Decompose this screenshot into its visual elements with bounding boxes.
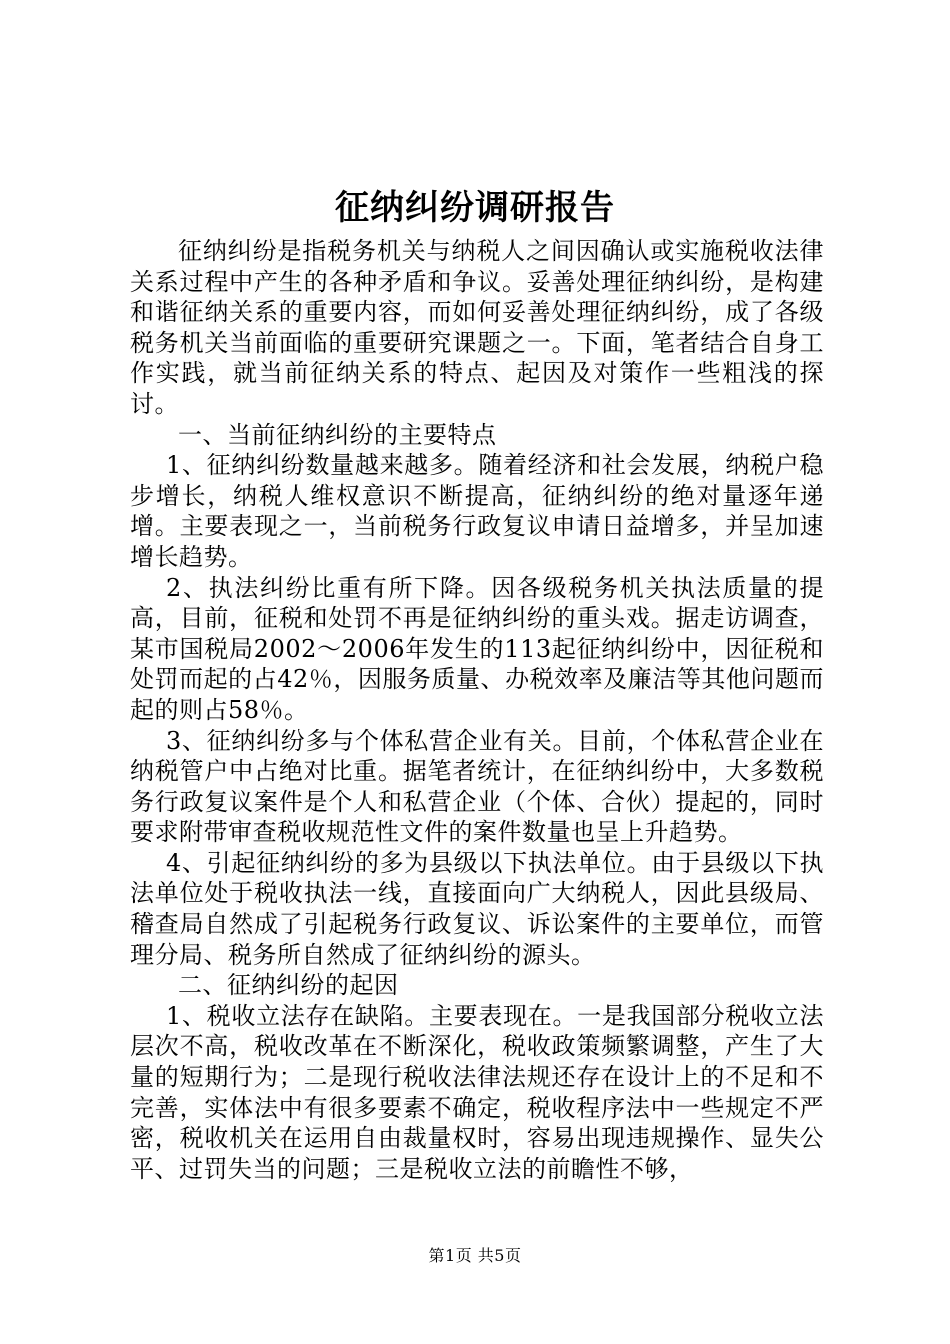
intro-paragraph: 征纳纠纷是指税务机关与纳税人之间因确认或实施税收法律关系过程中产生的各种矛盾和争议。妥善处理征纳纠纷，是构建和谐征纳关系的重要内容，而如何妥善处理征纳纠纷，成了各级税务机关当前面临的重要研究课题之一。下面，笔者结合自身工作实践，就当前征纳关系的特点、起因及对策作一些粗浅的探讨。 bbox=[130, 237, 824, 418]
document-body bbox=[130, 236, 824, 1184]
paragraph-characteristic-3: 3、征纳纠纷多与个体私营企业有关。目前，个体私营企业在纳税管户中占绝对比重。据笔者统计，在征纳纠纷中，大多数税务行政复议案件是个人和私营企业（个体、合伙）提起的，同时要求附带审查税收规范性文件的案件数量也呈上升趋势。 bbox=[130, 726, 824, 847]
section-heading-causes: 二、征纳纠纷的起因 bbox=[178, 971, 399, 1000]
page-footer: 第1页 共5页 bbox=[428, 1246, 522, 1265]
paragraph-cause-1: 1、税收立法存在缺陷。主要表现在。一是我国部分税收立法层次不高，税收改革在不断深化，税收政策频繁调整，产生了大量的短期行为；二是现行税收法律法规还存在设计上的不足和不完善，实体法中有很多要素不确定，税收程序法中一些规定不严密，税收机关在运用自由裁量权时，容易出现违规操作、显失公平、过罚失当的问题；三是税收立法的前瞻性不够， bbox=[130, 1001, 824, 1183]
paragraph-characteristic-2: 2、执法纠纷比重有所下降。因各级税务机关执法质量的提高，目前，征税和处罚不再是征纳纠纷的重头戏。据走访调查，某市国税局2002～2006年发生的113起征纳纠纷中，因征税和处罚而起的占42％，因服务质量、办税效率及廉洁等其他问题而起的则占58％。 bbox=[130, 573, 824, 724]
paragraph-characteristic-4: 4、引起征纳纠纷的多为县级以下执法单位。由于县级以下执法单位处于税收执法一线，直接面向广大纳税人，因此县级局、稽查局自然成了引起税务行政复议、诉讼案件的主要单位，而管理分局、税务所自然成了征纳纠纷的源头。 bbox=[130, 848, 824, 969]
section-heading-characteristics: 一、当前征纳纠纷的主要特点 bbox=[178, 420, 497, 449]
paragraph-characteristic-1: 1、征纳纠纷数量越来越多。随着经济和社会发展，纳税户稳步增长，纳税人维权意识不断提高，征纳纠纷的绝对量逐年递增。主要表现之一，当前税务行政复议申请日益增多，并呈加速增长趋势。 bbox=[130, 451, 824, 571]
document-title: 征纳纠纷调研报告 bbox=[335, 188, 615, 228]
